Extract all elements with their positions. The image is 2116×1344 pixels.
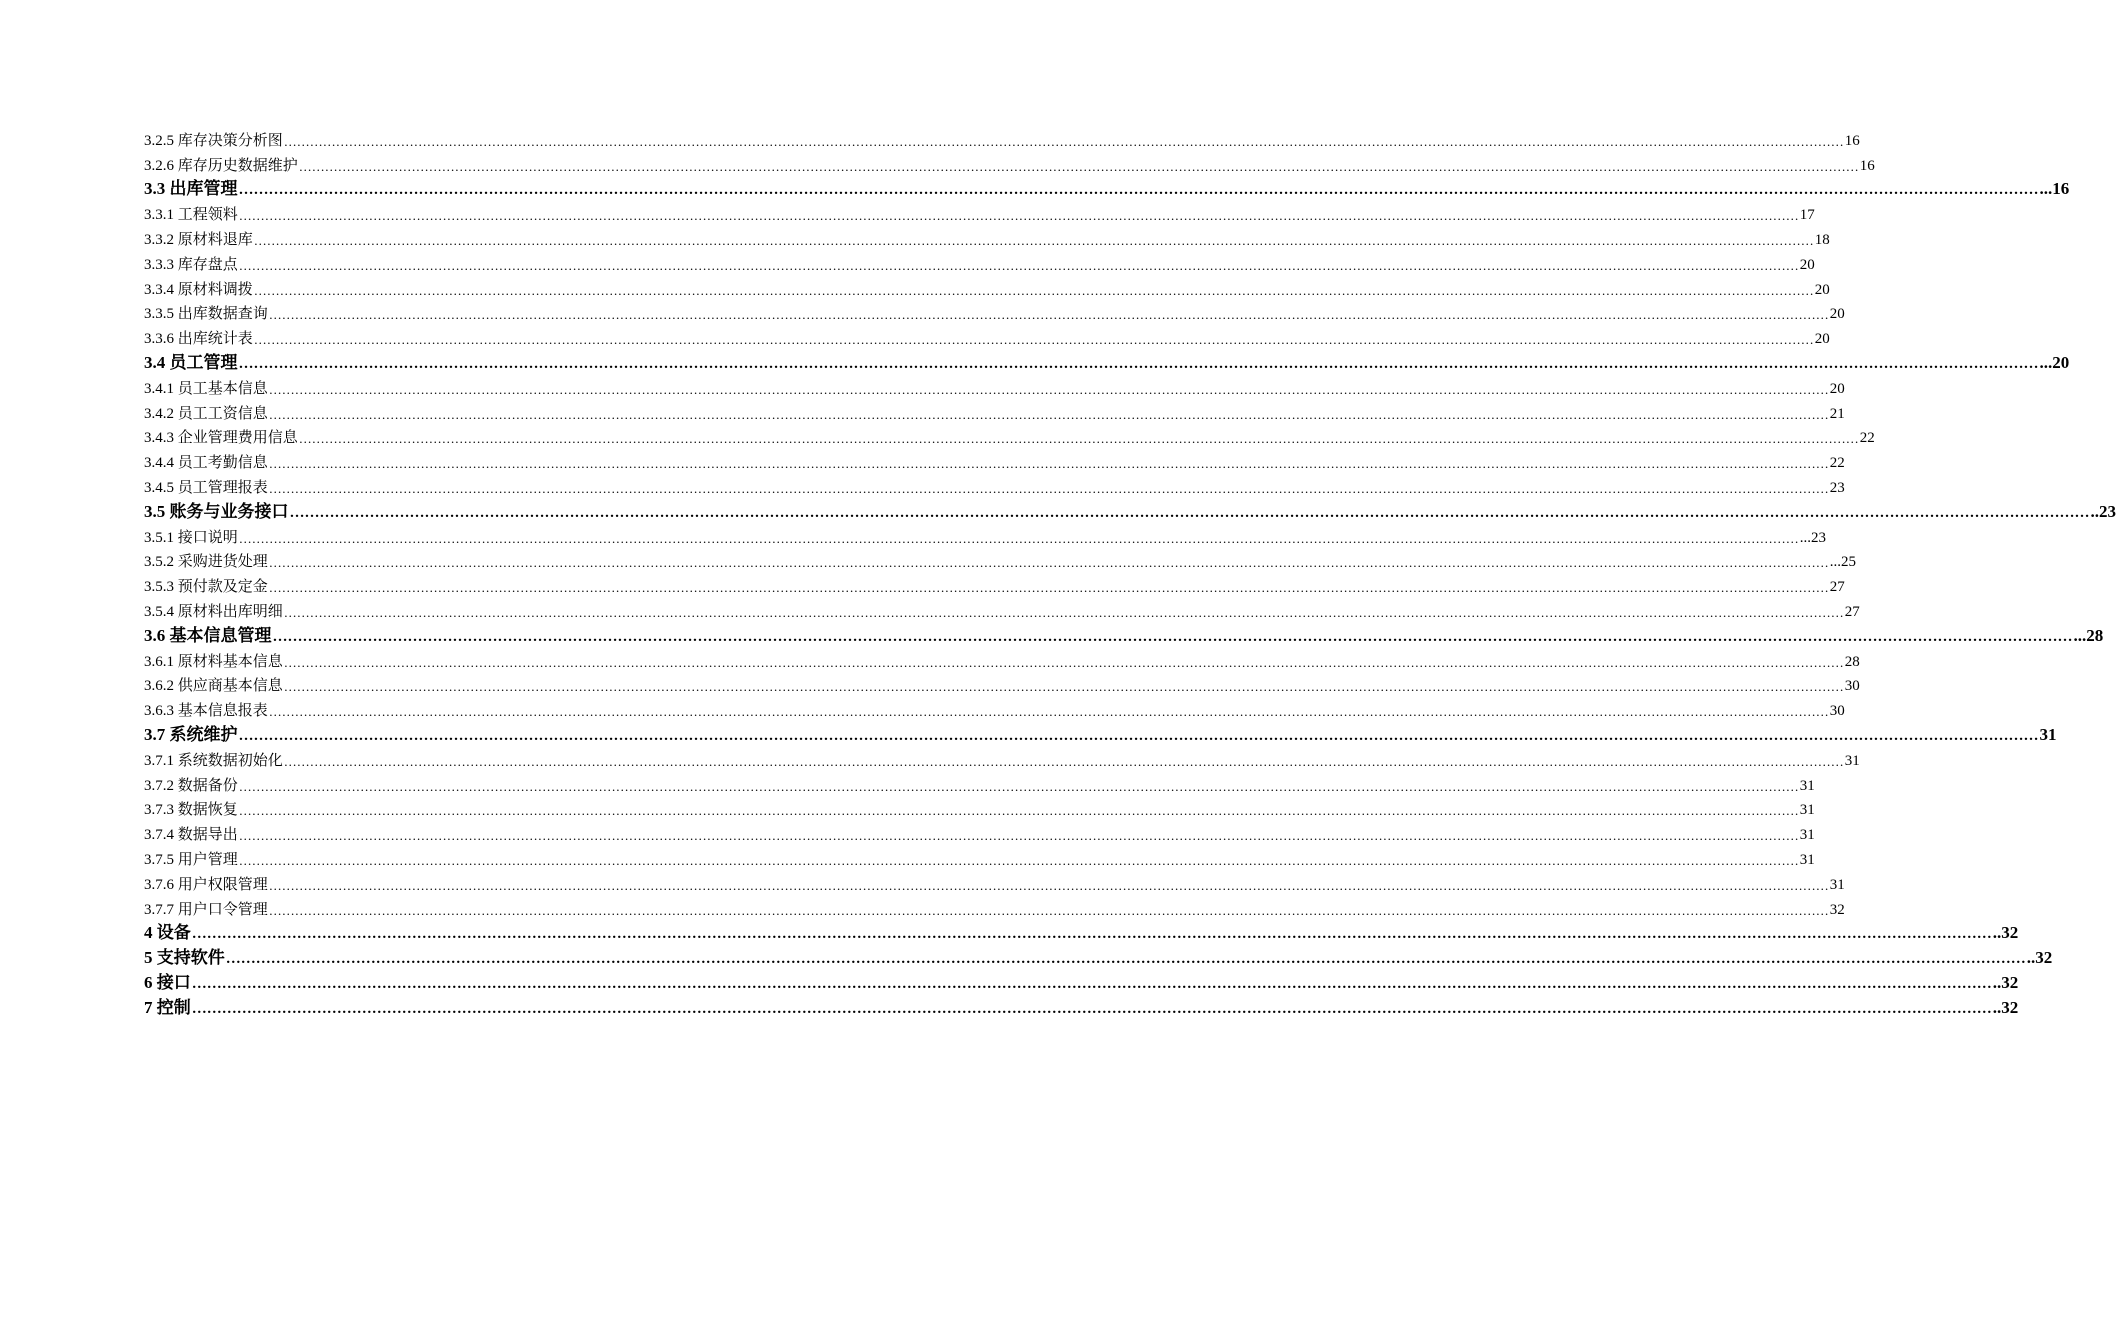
- toc-dot-leader: ………………………………………………………………………………………………………………………………………………………………………………………………………………………………………………………………………………………………………………………………: [268, 902, 1829, 918]
- toc-page-number: 31: [1799, 802, 1815, 819]
- toc-dot-leader: ………………………………………………………………………………………………………………………………………………………………………………………………………………………………………………………………………………………………………………………………: [191, 975, 1992, 992]
- toc-entry-title: 7 控制: [144, 997, 191, 1017]
- toc-page-number: 31: [1829, 876, 1845, 893]
- toc-dot-leader: ………………………………………………………………………………………………………………………………………………………………………………………………………………………………………………………………………………………………………………………………: [268, 456, 1829, 472]
- toc-subsection-entry[interactable]: [144, 522, 1827, 547]
- toc-subsection-entry[interactable]: [144, 274, 1830, 299]
- toc-subsection-entry[interactable]: [144, 447, 1845, 472]
- toc-dot-leader: ………………………………………………………………………………………………………………………………………………………………………………………………………………………………………………………………………………………………………………………………: [268, 877, 1829, 893]
- toc-subsection-entry[interactable]: [144, 844, 1815, 869]
- toc-page-number: 28: [1844, 653, 1860, 670]
- toc-entry-title: 3.3.4 原材料调拨: [144, 281, 253, 298]
- toc-entry-title: 3.4 员工管理: [144, 352, 238, 372]
- toc-entry-title: 3.6.1 原材料基本信息: [144, 653, 283, 670]
- toc-page-number: 22: [1829, 455, 1845, 472]
- toc-subsection-entry[interactable]: [144, 571, 1845, 596]
- toc-page-number: 17: [1799, 207, 1815, 224]
- toc-entry-title: 3.7 系统维护: [144, 724, 238, 744]
- toc-dot-leader: ………………………………………………………………………………………………………………………………………………………………………………………………………………………………………………………………………………………………………………………………: [283, 133, 1844, 149]
- toc-subsection-entry[interactable]: [144, 423, 1875, 448]
- toc-dot-leader: ………………………………………………………………………………………………………………………………………………………………………………………………………………………………………………………………………………………………………………………………: [283, 679, 1844, 695]
- toc-page-number: 22: [1859, 430, 1875, 447]
- toc-dot-leader: ………………………………………………………………………………………………………………………………………………………………………………………………………………………………………………………………………………………………………………………………: [238, 852, 1799, 868]
- toc-subsection-entry[interactable]: [144, 150, 1875, 175]
- toc-subsection-entry[interactable]: [144, 869, 1845, 894]
- toc-entry-title: 3.5.4 原材料出库明细: [144, 603, 283, 620]
- toc-page-number: 27: [1844, 603, 1860, 620]
- toc-page-number: 31: [1799, 777, 1815, 794]
- toc-dot-leader: ………………………………………………………………………………………………………………………………………………………………………………………………………………………………………………………………………………………………………………………………: [191, 926, 1992, 943]
- toc-entry-title: 3.7.5 用户管理: [144, 851, 238, 868]
- toc-subsection-entry[interactable]: [144, 323, 1830, 348]
- toc-dot-leader: ………………………………………………………………………………………………………………………………………………………………………………………………………………………………………………………………………………………………………………………………: [268, 555, 1829, 571]
- toc-page-number: 20: [1829, 306, 1845, 323]
- toc-page-number: ...16: [2039, 179, 2070, 199]
- toc-page-number: 27: [1829, 579, 1845, 596]
- toc-dot-leader: ………………………………………………………………………………………………………………………………………………………………………………………………………………………………………………………………………………………………………………………………: [253, 282, 1814, 298]
- toc-subsection-entry[interactable]: [144, 472, 1845, 497]
- toc-dot-leader: ………………………………………………………………………………………………………………………………………………………………………………………………………………………………………………………………………………………………………………………………: [289, 504, 2090, 521]
- toc-page-number: ...25: [1829, 554, 1857, 571]
- toc-section-entry[interactable]: [144, 621, 2104, 646]
- table-of-contents: [144, 125, 2116, 1018]
- toc-entry-title: 3.3.1 工程领料: [144, 207, 238, 224]
- toc-entry-title: 3.7.1 系统数据初始化: [144, 752, 283, 769]
- toc-dot-leader: ………………………………………………………………………………………………………………………………………………………………………………………………………………………………………………………………………………………………………………………………: [253, 332, 1814, 348]
- toc-dot-leader: ………………………………………………………………………………………………………………………………………………………………………………………………………………………………………………………………………………………………………………………………: [298, 158, 1859, 174]
- toc-subsection-entry[interactable]: [144, 795, 1815, 820]
- toc-subsection-entry[interactable]: [144, 596, 1860, 621]
- toc-subsection-entry[interactable]: [144, 373, 1845, 398]
- toc-page-number: 16: [1859, 157, 1875, 174]
- toc-dot-leader: ………………………………………………………………………………………………………………………………………………………………………………………………………………………………………………………………………………………………………………………………: [298, 431, 1859, 447]
- toc-entry-title: 3.3.2 原材料退库: [144, 231, 253, 248]
- toc-subsection-entry[interactable]: [144, 125, 1860, 150]
- toc-subsection-entry[interactable]: [144, 249, 1815, 274]
- toc-entry-title: 3.7.2 数据备份: [144, 777, 238, 794]
- toc-entry-title: 3.3.5 出库数据查询: [144, 306, 268, 323]
- toc-dot-leader: ………………………………………………………………………………………………………………………………………………………………………………………………………………………………………………………………………………………………………………………………: [268, 704, 1829, 720]
- toc-page-number: 31: [1844, 752, 1860, 769]
- toc-dot-leader: ………………………………………………………………………………………………………………………………………………………………………………………………………………………………………………………………………………………………………………………………: [225, 951, 2026, 968]
- toc-dot-leader: ………………………………………………………………………………………………………………………………………………………………………………………………………………………………………………………………………………………………………………………………: [238, 182, 2039, 199]
- toc-section-entry[interactable]: [144, 968, 2019, 993]
- toc-entry-title: 3.7.7 用户口令管理: [144, 901, 268, 918]
- toc-dot-leader: ………………………………………………………………………………………………………………………………………………………………………………………………………………………………………………………………………………………………………………………………: [283, 604, 1844, 620]
- toc-subsection-entry[interactable]: [144, 299, 1845, 324]
- toc-dot-leader: ………………………………………………………………………………………………………………………………………………………………………………………………………………………………………………………………………………………………………………………………: [238, 355, 2039, 372]
- toc-entry-title: 4 设备: [144, 923, 191, 943]
- toc-subsection-entry[interactable]: [144, 398, 1845, 423]
- toc-subsection-entry[interactable]: [144, 224, 1830, 249]
- toc-dot-leader: ………………………………………………………………………………………………………………………………………………………………………………………………………………………………………………………………………………………………………………………………: [268, 480, 1829, 496]
- toc-section-entry[interactable]: [144, 720, 2057, 745]
- toc-entry-title: 3.5.3 预付款及定金: [144, 579, 268, 596]
- toc-page-number: 18: [1814, 231, 1830, 248]
- toc-subsection-entry[interactable]: [144, 547, 1857, 572]
- toc-dot-leader: ………………………………………………………………………………………………………………………………………………………………………………………………………………………………………………………………………………………………………………………………: [238, 803, 1799, 819]
- toc-page-number: ..32: [1992, 923, 2019, 943]
- toc-entry-title: 3.2.6 库存历史数据维护: [144, 157, 298, 174]
- toc-entry-title: 3.5.1 接口说明: [144, 529, 238, 546]
- toc-entry-title: 3.4.1 员工基本信息: [144, 380, 268, 397]
- toc-page-number: 20: [1814, 281, 1830, 298]
- toc-page-number: ...23: [1799, 529, 1827, 546]
- toc-entry-title: 3.5.2 采购进货处理: [144, 554, 268, 571]
- toc-section-entry[interactable]: [144, 993, 2019, 1018]
- toc-entry-title: 3.6.2 供应商基本信息: [144, 678, 283, 695]
- toc-dot-leader: ………………………………………………………………………………………………………………………………………………………………………………………………………………………………………………………………………………………………………………………………: [272, 628, 2073, 645]
- toc-section-entry[interactable]: [144, 919, 2019, 944]
- toc-entry-title: 6 接口: [144, 972, 191, 992]
- toc-section-entry[interactable]: [144, 943, 2053, 968]
- toc-entry-title: 3.5 账务与业务接口: [144, 501, 289, 521]
- toc-subsection-entry[interactable]: [144, 894, 1845, 919]
- toc-entry-title: 3.4.5 员工管理报表: [144, 479, 268, 496]
- toc-entry-title: 3.6.3 基本信息报表: [144, 703, 268, 720]
- toc-dot-leader: ………………………………………………………………………………………………………………………………………………………………………………………………………………………………………………………………………………………………………………………………: [238, 778, 1799, 794]
- toc-page-number: ..23: [2090, 501, 2116, 521]
- toc-page-number: ..32: [1992, 972, 2019, 992]
- toc-entry-title: 3.4.3 企业管理费用信息: [144, 430, 298, 447]
- toc-page-number: ..32: [2026, 948, 2053, 968]
- toc-entry-title: 3.7.6 用户权限管理: [144, 876, 268, 893]
- toc-page-number: 20: [1814, 331, 1830, 348]
- toc-dot-leader: ………………………………………………………………………………………………………………………………………………………………………………………………………………………………………………………………………………………………………………………………: [268, 307, 1829, 323]
- toc-subsection-entry[interactable]: [144, 646, 1860, 671]
- toc-page-number: 20: [1799, 256, 1815, 273]
- toc-page-number: 32: [1829, 901, 1845, 918]
- toc-dot-leader: ………………………………………………………………………………………………………………………………………………………………………………………………………………………………………………………………………………………………………………………………: [238, 828, 1799, 844]
- toc-page-number: ...28: [2073, 625, 2104, 645]
- toc-entry-title: 3.4.4 员工考勤信息: [144, 455, 268, 472]
- toc-dot-leader: ………………………………………………………………………………………………………………………………………………………………………………………………………………………………………………………………………………………………………………………………: [283, 753, 1844, 769]
- toc-entry-title: 3.3 出库管理: [144, 179, 238, 199]
- toc-entry-title: 3.3.6 出库统计表: [144, 331, 253, 348]
- toc-entry-title: 3.7.3 数据恢复: [144, 802, 238, 819]
- toc-entry-title: 3.3.3 库存盘点: [144, 256, 238, 273]
- toc-dot-leader: ………………………………………………………………………………………………………………………………………………………………………………………………………………………………………………………………………………………………………………………………: [238, 257, 1799, 273]
- toc-dot-leader: ………………………………………………………………………………………………………………………………………………………………………………………………………………………………………………………………………………………………………………………………: [268, 580, 1829, 596]
- toc-entry-title: 3.7.4 数据导出: [144, 827, 238, 844]
- toc-subsection-entry[interactable]: [144, 199, 1815, 224]
- toc-section-entry[interactable]: [144, 348, 2070, 373]
- toc-subsection-entry[interactable]: [144, 819, 1815, 844]
- toc-subsection-entry[interactable]: [144, 770, 1815, 795]
- toc-dot-leader: ………………………………………………………………………………………………………………………………………………………………………………………………………………………………………………………………………………………………………………………………: [191, 1000, 1992, 1017]
- toc-page-number: 21: [1829, 405, 1845, 422]
- toc-section-entry[interactable]: [144, 497, 2116, 522]
- toc-page-number: ...20: [2039, 352, 2070, 372]
- toc-subsection-entry[interactable]: [144, 745, 1860, 770]
- toc-entry-title: 3.2.5 库存决策分析图: [144, 132, 283, 149]
- toc-page-number: 31: [1799, 827, 1815, 844]
- toc-entry-title: 3.4.2 员工工资信息: [144, 405, 268, 422]
- toc-page-number: 20: [1829, 380, 1845, 397]
- toc-dot-leader: ………………………………………………………………………………………………………………………………………………………………………………………………………………………………………………………………………………………………………………………………: [268, 406, 1829, 422]
- toc-dot-leader: ………………………………………………………………………………………………………………………………………………………………………………………………………………………………………………………………………………………………………………………………: [268, 381, 1829, 397]
- toc-subsection-entry[interactable]: [144, 671, 1860, 696]
- toc-dot-leader: ………………………………………………………………………………………………………………………………………………………………………………………………………………………………………………………………………………………………………………………………: [283, 654, 1844, 670]
- toc-page-number: 31: [1799, 851, 1815, 868]
- toc-page-number: ..32: [1992, 997, 2019, 1017]
- toc-page-number: 23: [1829, 479, 1845, 496]
- toc-dot-leader: ………………………………………………………………………………………………………………………………………………………………………………………………………………………………………………………………………………………………………………………………: [238, 530, 1799, 546]
- toc-page-number: 30: [1844, 678, 1860, 695]
- toc-subsection-entry[interactable]: [144, 695, 1845, 720]
- toc-page-number: 31: [2039, 724, 2057, 744]
- toc-page-number: 16: [1844, 132, 1860, 149]
- toc-entry-title: 3.6 基本信息管理: [144, 625, 272, 645]
- toc-dot-leader: ………………………………………………………………………………………………………………………………………………………………………………………………………………………………………………………………………………………………………………………………: [238, 208, 1799, 224]
- toc-section-entry[interactable]: [144, 175, 2070, 200]
- toc-entry-title: 5 支持软件: [144, 948, 225, 968]
- toc-page-number: 30: [1829, 703, 1845, 720]
- toc-dot-leader: ………………………………………………………………………………………………………………………………………………………………………………………………………………………………………………………………………………………………………………………………: [238, 727, 2039, 744]
- toc-dot-leader: ………………………………………………………………………………………………………………………………………………………………………………………………………………………………………………………………………………………………………………………………: [253, 232, 1814, 248]
